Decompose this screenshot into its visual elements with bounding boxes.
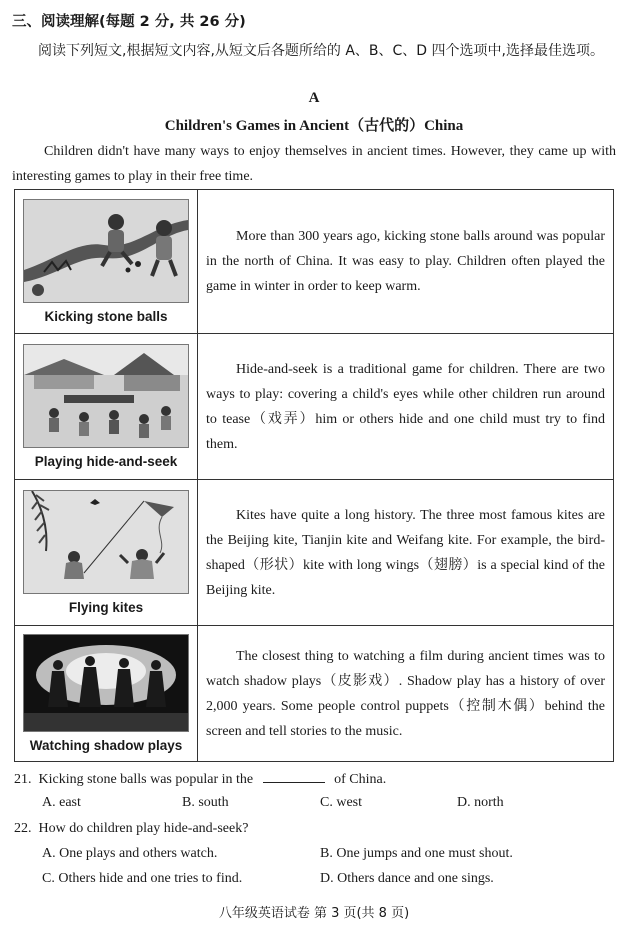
game-caption: Playing hide-and-seek: [34, 454, 178, 469]
question-stem-end: of China.: [334, 772, 387, 787]
question-stem: How do children play hide-and-seek?: [38, 821, 249, 836]
game-caption: Kicking stone balls: [44, 309, 168, 324]
option-22-c[interactable]: C. Others hide and one tries to find.: [42, 871, 243, 886]
option-21-a[interactable]: A. east: [42, 795, 81, 810]
answer-blank: [263, 770, 325, 783]
game-row-hide-and-seek: [15, 334, 614, 480]
option-22-b[interactable]: B. One jumps and one must shout.: [320, 846, 513, 861]
page-footer: 八年级英语试卷 第 3 页(共 8 页): [218, 906, 410, 921]
hide-and-seek-image: [23, 344, 189, 448]
option-22-a[interactable]: A. One plays and others watch.: [42, 846, 218, 861]
game-cell-text: [198, 480, 614, 626]
question-number: 22.: [14, 821, 32, 836]
question-22: [14, 821, 248, 837]
game-cell-image: [15, 334, 198, 480]
option-22-d[interactable]: D. Others dance and one sings.: [320, 871, 494, 886]
option-21-d[interactable]: D. north: [457, 795, 504, 810]
passage-title: Children's Games in Ancient（古代的）China: [164, 118, 464, 134]
game-cell-image: [15, 480, 198, 626]
game-description: Hide-and-seek is a traditional game for children. There are two ways to play: covering a child's eyes while other children run around to tease（戏弄）him or others hide and one child must try to find them.: [206, 361, 605, 452]
game-cell-text: [198, 190, 614, 334]
game-cell-image: [15, 626, 198, 762]
game-description: Kites have quite a long history. The three most famous kites are the Beijing kite, Tianjin kite and Weifang kite. For example, the bird-shaped（形状）kite with long wings（翅膀）is a special kind of the Beijing kite.: [206, 507, 605, 598]
game-row-shadow-plays: [15, 626, 614, 762]
game-description: More than 300 years ago, kicking stone balls around was popular in the north of China. It was easy to play. Children often played the game in winter in order to keep warm.: [206, 229, 605, 294]
passage-letter: A: [308, 90, 320, 106]
kicking-stone-balls-image: [23, 199, 189, 303]
games-table: [14, 189, 614, 762]
game-description: The closest thing to watching a film during ancient times was to watch shadow plays（皮影戏）. Shadow play has a history of over 2,000 years. Some people control puppets（控制木偶）behind the screen and tell stories to the music.: [206, 648, 605, 739]
shadow-plays-image: [23, 634, 189, 732]
game-row-kicking: [15, 190, 614, 334]
game-caption: Flying kites: [68, 600, 144, 615]
game-cell-text: [198, 626, 614, 762]
flying-kites-image: [23, 490, 189, 594]
section-title: 三、阅读理解(每题 2 分, 共 26 分): [12, 14, 246, 30]
option-21-b[interactable]: B. south: [182, 795, 229, 810]
passage-intro: Children didn't have many ways to enjoy themselves in ancient times. However, they came up with interesting games to play in their free time.: [12, 144, 616, 184]
section-instruction: 阅读下列短文,根据短文内容,从短文后各题所给的 A、B、C、D 四个选项中,选择最佳选项。: [38, 43, 604, 59]
question-21: [14, 770, 386, 788]
game-cell-image: [15, 190, 198, 334]
game-caption: Watching shadow plays: [29, 738, 183, 753]
option-21-c[interactable]: C. west: [320, 795, 362, 810]
question-number: 21.: [14, 772, 32, 787]
game-cell-text: [198, 334, 614, 480]
game-row-kites: [15, 480, 614, 626]
question-stem: Kicking stone balls was popular in the: [38, 772, 254, 787]
